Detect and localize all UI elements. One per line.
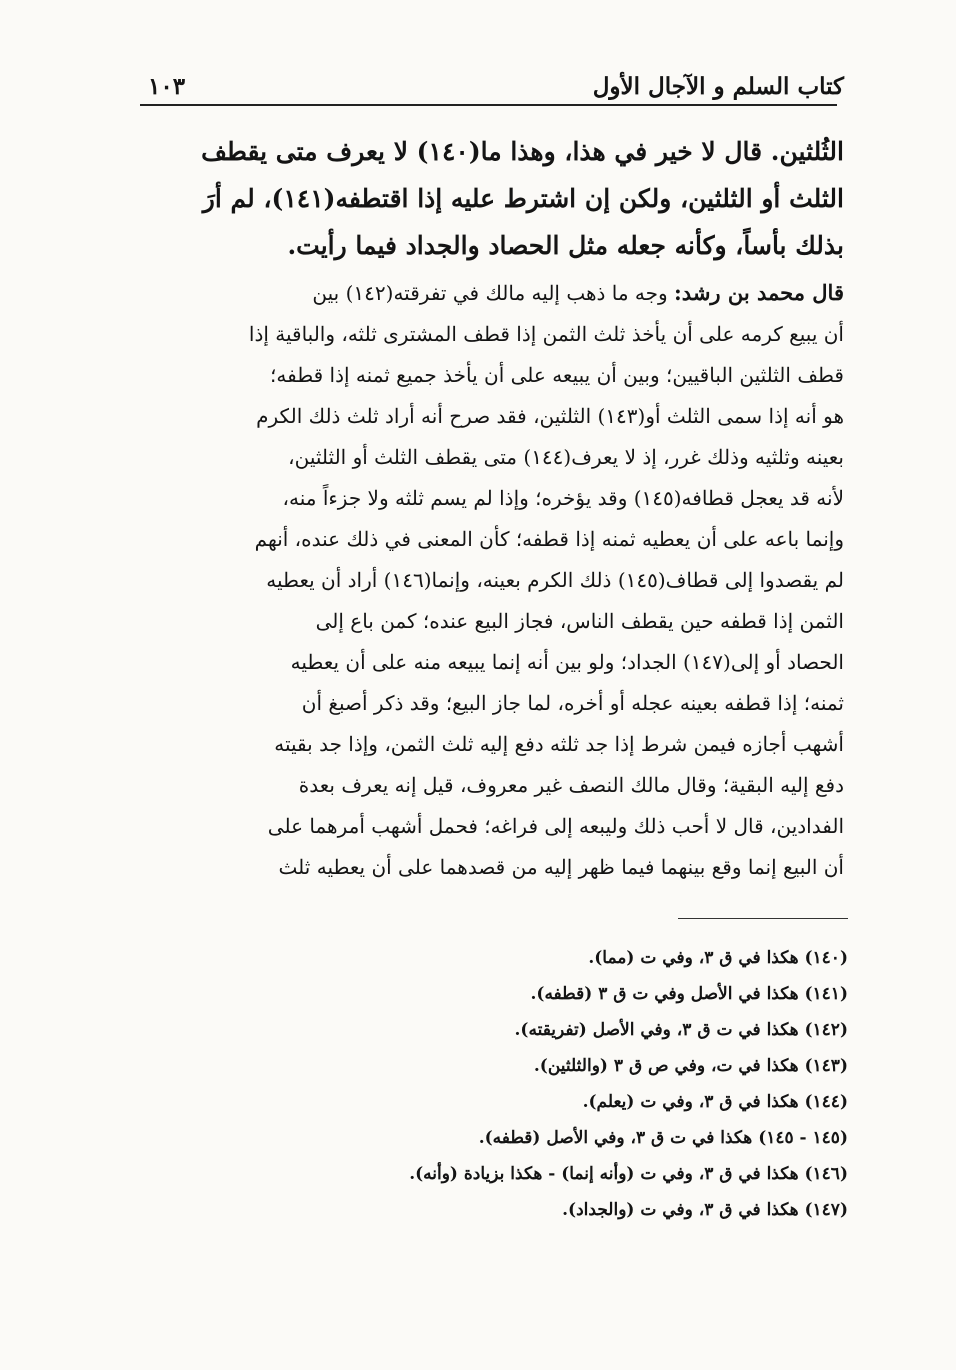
paragraph-1 xyxy=(150,128,844,269)
footnote: (١٤٠) هكذا في ق ٣، وفي ت (مما). xyxy=(588,948,848,968)
text-line: دفع إليه البقية؛ وقال مالك النصف غير معروف، قيل إنه يعرف بعدة xyxy=(298,773,844,797)
running-header-title: كتاب السلم و الآجال الأول xyxy=(592,73,844,100)
page-number: ١٠٣ xyxy=(148,73,186,100)
text-line xyxy=(150,272,844,314)
footnote: (١٤١) هكذا في الأصل وفي ت ق ٣ (قطفه). xyxy=(530,984,848,1004)
footnote: (١٤٤) هكذا في ق ٣، وفي ت (يعلم). xyxy=(582,1092,848,1112)
footnote: (١٤٧) هكذا في ق ٣، وفي ت (والجداد). xyxy=(562,1200,848,1220)
text-line: قطف الثلثين الباقيين؛ وبين أن يبيعه على أن يأخذ جميع ثمنه إذا قطفه؛ xyxy=(270,363,844,387)
commentator-lead: قال محمد بن رشد: xyxy=(674,280,844,305)
footnote: (١٤٦) هكذا في ق ٣، وفي ت (وأنه إنما) - هكذا بزيادة (وأنه). xyxy=(409,1164,848,1184)
footnote: (١٤٢) هكذا في ت ق ٣، وفي الأصل (تفريقته). xyxy=(514,1020,848,1040)
paragraph-2 xyxy=(150,272,844,888)
footnote: (١٤٣) هكذا في ت، وفي ص ق ٣ (والثلثين). xyxy=(533,1056,848,1076)
text-line: وإنما باعه على أن يعطيه ثمنه إذا قطفه؛ كأن المعنى في ذلك عنده، أنهم xyxy=(254,527,844,551)
text-line: لم يقصدوا إلى قطاف(١٤٥) ذلك الكرم بعينه، وإنما(١٤٦) أراد أن يعطيه xyxy=(266,568,844,592)
text-line: الثلث أو الثلثين، ولكن إن اشترط عليه إذا اقتطفه(١٤١)، لم أرَ xyxy=(202,184,844,213)
text-line: بذلك بأساً، وكأنه جعله مثل الحصاد والجداد فيما رأيت. xyxy=(287,231,844,260)
footnotes xyxy=(150,940,848,1228)
text-line: الثمن إذا قطفه حين يقطف الناس، فجاز البيع عنده؛ كمن باع إلى xyxy=(315,609,844,633)
text-line: لأنه قد يعجل قطافه(١٤٥) وقد يؤخره؛ وإذا لم يسم ثلثه ولا جزءاً منه، xyxy=(282,486,844,510)
text-line: هو أنه إذا سمى الثلث أو(١٤٣) الثلثين، فقد صرح أنه أراد ثلث ذلك الكرم xyxy=(256,404,844,428)
text-line: الثُلثين. قال لا خير في هذا، وهذا ما(١٤٠) لا يعرف متى يقطف xyxy=(201,137,844,166)
text-line: أشهب أجازه فيمن شرط إذا جد ثلثه دفع إليه ثلث الثمن، وإذا جد بقيته xyxy=(274,732,844,756)
text-line: أن يبيع كرمه على أن يأخذ ثلث الثمن إذا قطف المشترى ثلثه، والباقية إذا xyxy=(248,322,844,346)
text-line: أن البيع إنما وقع بينهما فيما ظهر إليه من قصدهما على أن يعطيه ثلث xyxy=(278,855,844,879)
text-line-rest: وجه ما ذهب إليه مالك في تفرقته(١٤٢) بين xyxy=(312,281,668,305)
text-line: الفدادين، قال لا أحب ذلك وليبعه إلى فراغه؛ فحمل أشهب أمرهما على xyxy=(267,814,844,838)
footnote-divider xyxy=(678,918,848,919)
text-line: الحصاد أو إلى(١٤٧) الجداد؛ ولو بين أنه إنما يبيعه منه على أن يعطيه xyxy=(290,650,844,674)
text-line: ثمنه؛ إذا قطفه بعينه عجله أو أخره، لما جاز البيع؛ وقد ذكر أصبغ أن xyxy=(301,691,844,715)
header-divider xyxy=(140,104,837,106)
footnote: (١٤٥ - ١٤٥) هكذا في ت ق ٣، وفي الأصل (قطفه). xyxy=(478,1128,848,1148)
text-line: بعينه وثلثيه وذلك غرر، إذ لا يعرف(١٤٤) متى يقطف الثلث أو الثلثين، xyxy=(288,445,844,469)
